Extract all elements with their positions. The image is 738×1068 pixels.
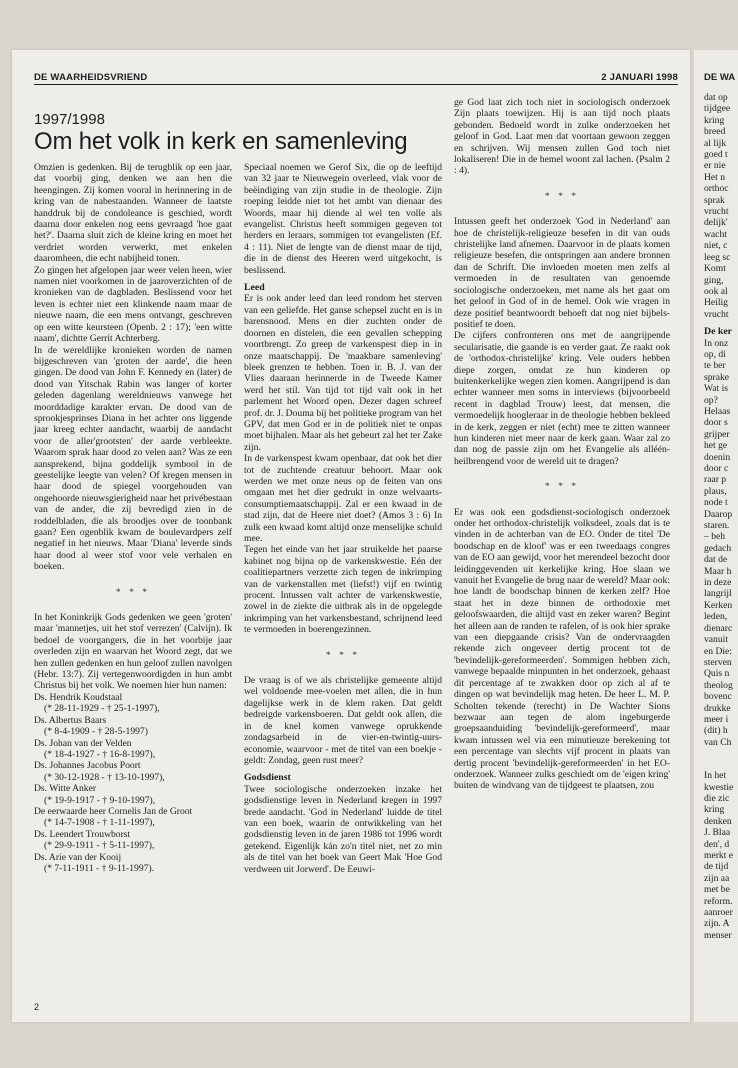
column-1 <box>34 162 232 874</box>
adjacent-text-line: reform. <box>704 895 733 907</box>
subheading-leed: Leed <box>244 282 265 294</box>
adjacent-text-line: J. Blaa <box>704 827 731 839</box>
adjacent-text-line: – beh <box>704 531 726 543</box>
section-divider: * * * <box>544 481 580 493</box>
adjacent-text-line: sprake <box>704 371 730 383</box>
adjacent-text-line: dat de <box>704 554 728 566</box>
adjacent-text-line: gedach <box>704 542 732 554</box>
adjacent-text-line: leeg sc <box>704 251 731 263</box>
adjacent-text-line: Het n <box>704 171 726 183</box>
adjacent-text-line: door s <box>704 417 728 429</box>
obituary-dates: (* 29-9-1911 - † 5-11-1997), <box>44 840 155 852</box>
adjacent-page-strip <box>694 50 738 1022</box>
adjacent-text-line: In onz <box>704 337 729 349</box>
adjacent-text-line: bovenc <box>704 691 732 703</box>
adjacent-text-line: In het <box>704 770 727 782</box>
paragraph: Er was ook een godsdienst-sociologisch onderzoek onder het orthodox-christelijk volksdeel, zoals dat is te vinden in de achterban van de EO. Onder de titel 'De boodschap en de kloof' was er een tweedaags congres van de EO aan gewijd, voor het merendeel bezocht door leidinggevenden uit kerkelijke kring. Hoe slaan we vanuit het Evangelie de brug naar de wereld? Maar ook: hoe landt de boodschap binnen de kerken zelf? Hoe staat het in deze binnen de orthodoxie met geloofswaarden, die altijd vast en zeker waren? Begint het alleen aan de randen te rafelen, of is ook hier sprake van een diepgaande crisis? Van de ondervraagden rekende zich ongeveer dertig procent tot de 'bevindelijk-gereformeerden'. Sommigen hebben zich, vanwege bepaalde minpunten in het onderzoek, gehaast dit percentage af te zwakken door op zich al af te dingen op wat bevindelijk mag heten. De heer L. M. P. Scholten tekende (terecht) in De Wachter Sions bezwaar aan tegen de alom ingeburgerde groepsaanduiding 'bevindelijk-gereformeerd', maar kwam intussen wel via een minutieuze berekening tot een percentage van slechts vijf procent in plaats van dertig procent 'bevindelijk-gereformeerden' in het EO-onderzoek. Wanneer zulks geschiedt om de 'eigen kring' buiten de windvang van de tijdgeest te plaatsen, zou <box>454 506 670 792</box>
paragraph: Twee sociologische onderzoeken inzake het godsdienstige leven in Nederland kregen in 1997 brede aandacht. 'God in Nederland' luidde de titel van een boek, waarin de ontwikkeling van het godsdienstig leven in de jaren 1986 tot 1996 wordt getekend. Eigenlijk kán zo'n titel niet, net zo min als de titel van het boek van Geert Mak 'Hoe God verdween uit Jorwerd'. De Eeuwi- <box>244 783 442 875</box>
adjacent-text-line: kwestie <box>704 781 734 793</box>
header-rule <box>34 84 678 85</box>
column-3 <box>454 97 670 792</box>
adjacent-text-line: door c <box>704 463 729 474</box>
obituary-name: Ds. Leendert Trouwborst <box>34 828 131 840</box>
paragraph: In de varkenspest kwam openbaar, dat ook het dier tot de zuchtende creatuur behoort. Maar ook werden we met onze neus op de feiten van ons omgaan met het dier gedrukt in onze welvaarts-consumptiemaatschappij. Zal er een kwaad in de stad zijn, dat de Heere niet doet? (Amos 3 : 6) In zulk een kwaad komt altijd onze menselijke schuld mee. <box>244 453 442 544</box>
adjacent-text-line: in deze <box>704 577 732 589</box>
adjacent-text-line: zijn aa <box>704 872 730 884</box>
adjacent-text-line: vanuit <box>704 634 728 646</box>
adjacent-text-line: sprak <box>704 194 725 206</box>
adjacent-text-line: op? <box>704 394 718 406</box>
adjacent-text-line: dat op <box>704 92 728 103</box>
section-divider: * * * <box>325 649 361 661</box>
obituary-dates: (* 18-4-1927 - † 16-8-1997), <box>44 748 156 760</box>
adjacent-text-line: goed t <box>704 149 728 161</box>
obituary-name: Ds. Johannes Jacobus Poort <box>34 760 141 772</box>
subheading-godsdienst: Godsdienst <box>244 772 291 784</box>
adjacent-text-line: niet, c <box>704 240 728 252</box>
adjacent-text-line: en Die: <box>704 645 732 657</box>
paragraph: ge God laat zich toch niet in sociologisch onderzoek Zijn plaats toewijzen. Hij is aan tijd noch plaats gebonden. Bedoeld wordt in zulke onderzoeken het geloof in God. Laat men dat voortaan gewoon zeggen en schrijven. Wij mensen zullen God toch niet lokaliseren! Die in de hemel woont zal lachen. (Psalm 2 : 4). <box>454 97 670 177</box>
adjacent-text-line: drukke <box>704 702 731 714</box>
adjacent-text-line: Wat is <box>704 383 729 395</box>
adjacent-text-line: Heilig <box>704 297 728 309</box>
obituary-dates: (* 14-7-1908 - † 1-11-1997), <box>44 817 155 829</box>
paragraph: De vraag is of we als christelijke gemeente altijd wel voldoende mee-voelen met allen, die in hun dagelijkse werk in de klem raken. Dat geldt bedreigde varkensboeren. Dat geldt ook allen, die in de knel komen vanwege oprukkende zondagsarbeid in de vier-en-twintig-uurs-economie, waarvoor - met de titel van een boekje - geldt: Zondag, geen rust meer? <box>244 675 442 766</box>
adjacent-text-line: zijn. A <box>704 918 730 930</box>
adjacent-text-line: meer i <box>704 713 729 725</box>
masthead-left: DE WAARHEIDSVRIEND <box>34 72 148 83</box>
paragraph: Tegen het einde van het jaar struikelde het paarse kabinet nog bijna op de varkenskwestie. Eén der coalitiepartners verzette zich tegen de inkrimping van de varkenstallen met (liefst!) vijf en twintig procent. Intussen valt achter de varkenskwestie, zowel in de ziekte die uitbrak als in de opgelegde inkrimping van het varkensbestand, schrijnend leed te vermoeden in boerengezinnen. <box>244 544 442 636</box>
adjacent-text-line: te ber <box>704 360 726 372</box>
adjacent-text-line: plaus, <box>704 485 727 497</box>
obituary-name: Ds. Arie van der Kooij <box>34 851 122 863</box>
adjacent-subheading: De ker <box>704 326 733 338</box>
adjacent-text-line: Maar h <box>704 565 732 577</box>
masthead-date: 2 JANUARI 1998 <box>601 72 678 83</box>
adjacent-text-line: wacht <box>704 228 727 240</box>
obituary-dates: (* 28-11-1929 - † 25-1-1997), <box>44 703 160 715</box>
adjacent-text-line: grijper <box>704 428 730 440</box>
column-2 <box>244 162 442 875</box>
adjacent-text-line: dienarc <box>704 622 733 634</box>
adjacent-text-line: leden, <box>704 611 728 623</box>
paragraph: In het Koninkrijk Gods gedenken we geen 'groten' maar 'mannetjes, uit het stof verrezen' (Calvijn). Ik bedoel de voorgangers, die in het voorbije jaar overleden zijn en waarvan het Woord zegt, dat we hen zullen gedenken en hun geloof zullen navolgen (Hebr. 13:7). Zij vertegenwoordigden in hun ambt Christus bij het volk. We noemen hier hun namen: <box>34 612 232 692</box>
adjacent-text-line: aanroer <box>704 907 733 919</box>
adjacent-text-line: Quis n <box>704 668 730 680</box>
adjacent-text-line: al lijk <box>704 137 727 149</box>
adjacent-text-line: staren. <box>704 520 730 532</box>
obituary-name: Ds. Witte Anker <box>34 783 97 795</box>
adjacent-text-line: node t <box>704 497 728 509</box>
adjacent-text-line: kring <box>704 804 725 816</box>
adjacent-text-line: de tijd <box>704 861 729 873</box>
adjacent-text-line: ging, <box>704 274 724 286</box>
adjacent-text-line: met be <box>704 884 730 896</box>
paragraph: De cijfers confronteren ons met de aangrijpende secularisatie, die gaande is en verder gaat. Ze raakt ook de 'orthodox-christelijke' kring. Vele ouders hebben diepe zorgen, omdat ze hun kinderen op buitenkerkelijke wegen zien komen. Aangrijpend is dan echter wanneer men soms in interviews (bijvoorbeeld recent in dagblad Trouw) leest, dat mensen, die vermoedelijk hoogleraar in de theologie hebben bekleed in de kerk, zeggen er niet (echt) mee te zitten wanneer hun kinderen niet meer naar de kerk gaan. Waar zal zo dan nog de passie zijn om het Evangelie als alléén-heilbrengend voor de wereld uit te dragen? <box>454 330 670 467</box>
adjacent-text-line: Daarop <box>704 508 733 520</box>
adjacent-text-line: Komt <box>704 263 726 275</box>
adjacent-text-line: merkt e <box>704 850 734 861</box>
page-number: 2 <box>34 1002 40 1012</box>
obituary-dates: (* 30-12-1928 - † 13-10-1997), <box>44 771 165 783</box>
adjacent-page-header: DE WA <box>704 72 736 83</box>
paragraph: Omzien is gedenken. Bij de terugblik op een jaar, dat voorbij ging, denken we aan hen die heengingen. Zij komen vooral in herinnering in de kring van de nabestaanden. Wanneer de laatste handdruk bij de condoleance is geschied, wordt daarna door enkelen nog eens gevraagd 'hoe gaat het?'. Daarna sluit zich de kleine kring en moet het verdriet worden verwerkt, met enkelen daaromheen, die echt nabijheid tonen. <box>34 162 232 265</box>
section-divider: * * * <box>544 190 580 202</box>
obituary-list <box>34 692 232 875</box>
obituary-name: Ds. Johan van der Velden <box>34 737 132 749</box>
adjacent-text-line: tijdgee <box>704 103 731 115</box>
paragraph: Er is ook ander leed dan leed rondom het sterven van een geliefde. Het ganse schepsel zucht en is in barensnood. Mens en dier zuchten onder de doornen en distelen, die een gevallen schepping voortbrengt. Zo greep de varkenspest diep in in onze maatschappij. De 'maakbare samenleving' bleek grenzen te hebben. Toen ir. B. J. van der Vlies daaraan herinnerde in de Tweede Kamer werd het stil. Van tijd tot tijd valt ook in het parlement het Woord open. Dezer dagen schreef prof. dr. J. Douma bij het politieke program van het GPV, dat men God er in de politiek niet te onpas moet bijhalen. Maar als het gebeurt zal het ter Zake zijn. <box>244 293 442 453</box>
obituary-dates: (* 8-4-1909 - † 28-5-1997) <box>44 726 148 738</box>
paragraph: Zo gingen het afgelopen jaar weer velen heen, wier namen niet voorkomen in de jaaroverzichten of de kronieken van de dagbladen. Beslissend voor het leven is echter niet een klinkende naam maar de nieuwe naam, die een mens ontvangt, geschreven op een witte keursteen (Openb. 2 : 17); 'een witte naam', dichtte Gerrit Achterberg. <box>34 264 232 345</box>
adjacent-text-line: vrucht <box>704 308 729 320</box>
obituary-name: Ds. Hendrik Koudstaal <box>34 691 123 703</box>
obituary-name: Ds. Albertus Baars <box>34 714 107 726</box>
adjacent-text-line: langrijl <box>704 588 732 600</box>
adjacent-text-line: op, di <box>704 348 726 360</box>
paragraph: Intussen geeft het onderzoek 'God in Nederland' aan hoe de christelijk-religieuze besefen in dit van ouds christelijke land afnemen. Daarvoor in de plaats komen religieuze besefen, die ontspringen aan andere bronnen dan de Schrift. Die invloeden moeten men zelfs al vermoeden in de resultaten van genoemde sociologische onderzoeken, met name als het gaat om het geloof in God of in de hemel. Ook wie vragen in deze positief beantwoordt behoeft dat nog niet bijbels-positief te doen. <box>454 216 670 330</box>
adjacent-text-line: die zic <box>704 792 730 804</box>
adjacent-text-line: sterven <box>704 656 732 668</box>
obituary-dates: (* 19-9-1917 - † 9-10-1997), <box>44 794 156 806</box>
adjacent-text-line: denken <box>704 815 732 827</box>
adjacent-page-text <box>704 92 733 941</box>
adjacent-text-line: theolog <box>704 679 733 691</box>
article-title: Om het volk in kerk en samenleving <box>34 128 408 155</box>
paragraph: In de wereldlijke kronieken worden de namen bijgeschreven van 'groten der aarde', die heen gingen. De dood van John F. Kennedy en (later) de dood van Yitschak Rabin was langer of korter geleden dagenlang wereldnieuws vanwege het moorddadige karakter ervan. De dood van de sprookjesprinses Diana in het achter ons liggende jaar kreeg echter aandacht, waarbij de aandacht voor de aller'grootsten' der aarde verbleekte. Waarom sprak haar dood zo velen aan? Was ze een aansprekend, bijna goddelijk symbool in de geestelijke leegte van velen? Of kregen mensen in haar dood de spiegel voorgehouden van ongehoorde nieuwsgierigheid naar het privébestaan van de ander, die zij bevredigd zien in de roddelbladen, die als broodjes over de toonbank gaan? Een ogenblik kwam de boulevardpers zelf negatief in het nieuws. Maar 'Diana' leverde sinds haar dood al weer stof voor vele verhalen en boeken. <box>34 344 232 573</box>
adjacent-text-line: het ge <box>704 440 728 452</box>
adjacent-text-line: den', d <box>704 838 730 850</box>
section-divider: * * * <box>115 586 151 598</box>
adjacent-text-line: delijk' <box>704 217 728 229</box>
adjacent-text-line: vrucht <box>704 206 729 218</box>
adjacent-text-line: breed <box>704 126 726 138</box>
adjacent-text-line: menser <box>704 929 732 941</box>
obituary-name: De eerwaarde heer Cornelis Jan de Groot <box>34 805 193 817</box>
adjacent-text-line: ook al <box>704 285 728 297</box>
adjacent-text-line: doenin <box>704 451 731 463</box>
adjacent-text-line: van Ch <box>704 736 732 748</box>
adjacent-text-line: Kerken <box>704 599 733 611</box>
article-year: 1997/1998 <box>34 111 105 128</box>
adjacent-text-line: orthoc <box>704 183 729 195</box>
paragraph: Speciaal noemen we Gerof Six, die op de leeftijd van 32 jaar te Nieuwegein overleed, vlak voor de beëindiging van zijn studie in de theologie. Zijn roeping leidde niet tot het ambt van dienaar des Woords, maar hij diende al wel ten volle als evangelist. Christus heeft sommigen gegeven tot herders en leraars, sommigen tot evangelisten (Ef. 4 : 11). Niet de lengte van de dienst maar de tijd, die in de dienst des Heeren werd uitgekocht, is beslissend. <box>244 162 442 276</box>
adjacent-text-line: (dit) h <box>704 725 728 737</box>
obituary-dates: (* 7-11-1911 - † 9-11-1997). <box>44 862 155 874</box>
adjacent-text-line: kring <box>704 114 725 126</box>
newspaper-page <box>12 50 690 1022</box>
adjacent-text-line: Helaas <box>704 405 731 417</box>
adjacent-text-line: er nie <box>704 160 726 172</box>
adjacent-text-line: raar p <box>704 474 727 486</box>
